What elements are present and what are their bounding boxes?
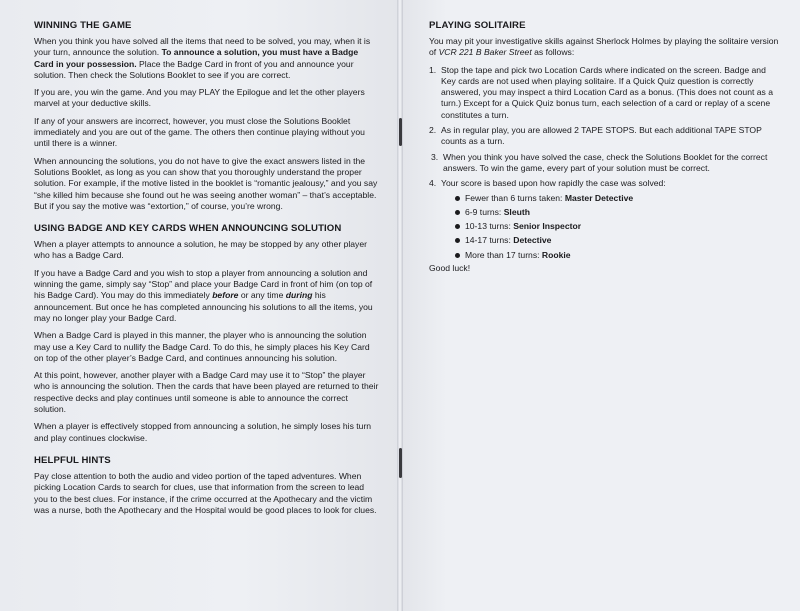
winning-paragraph-3: If any of your answers are incorrect, however, you must close the Solutions Booklet immediately and you are out of the game. The others then continue playing without you until there is a winner.	[34, 115, 365, 149]
solitaire-step-3	[429, 152, 780, 175]
winning-heading: WINNING THE GAME	[34, 20, 132, 31]
step-text: Stop the tape and pick two Location Cards where indicated on the screen. Badge and Key cards are not used when playing solitaire. If a Quick Quiz question is correctly answered, you may inspect a third Location Card as a bonus. (This does not count as a turn.) Except for a Quick Quiz bonus turn, each selection of a card or replay of a scene constitutes a turn.	[441, 64, 774, 120]
solitaire-intro-title: VCR 221 B Baker Street	[438, 47, 532, 58]
hints-section	[34, 455, 379, 516]
right-page	[399, 0, 800, 611]
winning-p1-text-end: Place the Badge Card in front of you and announce your solution. Then check the Solutions Booklet to see if you are correct.	[34, 58, 354, 80]
score-rank: Detective	[513, 235, 552, 246]
badge-paragraph-3: When a Badge Card is played in this manner, the player who is announcing the solution may use a Key Card to nullify the Badge Card. To do this, he simply places his Key Card on top of the other player’s Badge Card, and continues announcing his solution.	[34, 330, 370, 363]
score-list	[441, 193, 780, 261]
step-text: Your score is based upon how rapidly the case was solved:	[441, 178, 666, 189]
winning-paragraph-2: If you are, you win the game. And you may PLAY the Epilogue and let the other players marvel at your deductive skills.	[34, 87, 365, 109]
winning-paragraph-1	[34, 36, 379, 81]
score-rank: Rookie	[541, 249, 571, 260]
solitaire-step-1	[429, 65, 780, 121]
score-item	[453, 235, 780, 246]
badge-p2-during: during	[285, 290, 313, 301]
staple-top	[399, 118, 402, 146]
left-page	[0, 0, 399, 611]
score-item	[453, 221, 780, 232]
solitaire-heading: PLAYING SOLITAIRE	[429, 20, 526, 31]
score-label: 10-13 turns:	[465, 221, 514, 232]
badge-p2-text-end: his announcement. But once he has completed announcing his solutions to all the items, you may no longer play your Badge Card.	[34, 290, 373, 323]
solitaire-intro-text: You may pit your investigative skills against Sherlock Holmes by playing the solitaire version of	[429, 36, 779, 58]
step-number: 1.	[429, 64, 437, 75]
score-rank: Sleuth	[503, 206, 530, 217]
badge-paragraph-5: When a player is effectively stopped from announcing a solution, he simply loses his turn and play continues clockwise.	[34, 421, 372, 443]
score-label: Fewer than 6 turns taken:	[465, 192, 565, 203]
winning-paragraph-4: When announcing the solutions, you do not have to give the exact answers listed in the Solutions Booklet, as long as you can show that you thoroughly understand the proper solution. For example, if the motive listed in the booklet is “romantic jealousy,” and you say “she killed him because she found out he was seeing another woman” – that’s acceptable. But if you say the motive was “extortion,” of course, you’re wrong.	[34, 155, 378, 211]
badge-paragraph-1: When a player attempts to announce a solution, he may be stopped by any other player who has a Badge Card.	[34, 239, 367, 261]
hints-heading: HELPFUL HINTS	[34, 454, 111, 466]
winning-p1-text: When you think you have solved all the items that need to be solved, you may, when it is your turn, announce the solution.	[34, 36, 371, 58]
step-number: 2.	[429, 125, 437, 136]
page-gutter	[397, 0, 403, 611]
winning-p1-bold: To announce a solution, you must have a Badge Card in your possession.	[34, 47, 359, 69]
winning-section	[34, 20, 379, 212]
score-rank: Senior Inspector	[513, 221, 582, 232]
hints-paragraph-1: Pay close attention to both the audio and video portion of the taped adventures. When picking Location Cards to search for clues, use that information from the screen to lead you to the best clues. For instance, if the crime occurred at the Apothecary and the victim was a nurse, both the Apothecary and the Hospital would be good places to look for clues.	[34, 470, 377, 515]
solitaire-steps	[429, 65, 780, 261]
score-label: More than 17 turns:	[465, 249, 542, 260]
solitaire-intro-end: as follows:	[531, 47, 575, 58]
score-item	[453, 250, 780, 261]
badge-paragraph-4: At this point, however, another player with a Badge Card may use it to “Stop” the player who is announcing the solution. Then the cards that have been played are returned to their respective decks and play continues until someone is able to announce the correct solution.	[34, 370, 379, 415]
step-text: As in regular play, you are allowed 2 TAPE STOPS. But each additional TAPE STOP counts as a turn.	[441, 125, 762, 147]
staple-bottom	[399, 448, 402, 478]
badge-paragraph-2	[34, 268, 379, 324]
solitaire-closing: Good luck!	[429, 263, 471, 274]
solitaire-step-2	[429, 125, 780, 148]
badge-p2-text-mid: or any time	[238, 290, 286, 301]
score-rank: Master Detective	[564, 192, 634, 203]
score-item	[453, 193, 780, 204]
score-label: 14-17 turns:	[465, 235, 514, 246]
score-label: 6-9 turns:	[465, 206, 504, 217]
badge-p2-before: before	[212, 290, 239, 301]
solitaire-section	[429, 20, 780, 274]
score-item	[453, 207, 780, 218]
step-number: 4.	[429, 178, 437, 189]
solitaire-step-4	[429, 178, 780, 261]
solitaire-intro	[429, 36, 780, 59]
badge-heading: USING BADGE AND KEY CARDS WHEN ANNOUNCING SOLUTION	[34, 223, 342, 235]
badge-section	[34, 223, 379, 444]
step-text: When you think you have solved the case, check the Solutions Booklet for the correct answers. To win the game, every part of your solution must be correct.	[443, 151, 768, 173]
step-number: 3.	[431, 151, 439, 162]
badge-p2-text: If you have a Badge Card and you wish to stop a player from announcing a solution and winning the game, simply say “Stop” and place your Badge Card in front of him (on top of his Badge Card). You may do this immediately	[34, 267, 373, 301]
